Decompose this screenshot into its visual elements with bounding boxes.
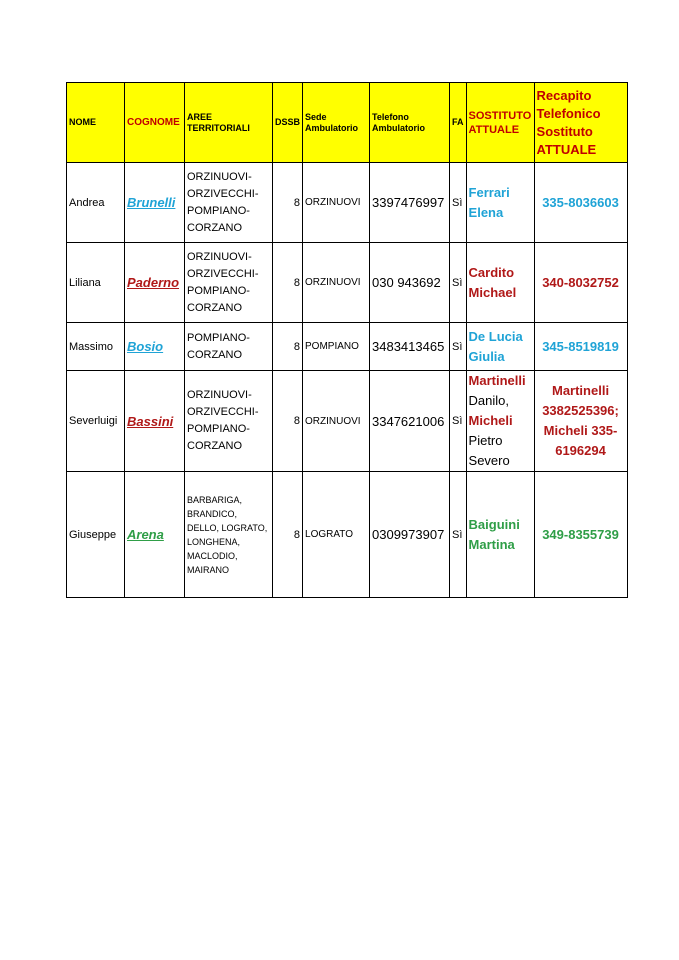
fa-cell: Sì [450, 243, 467, 323]
header-telefono: Telefono Ambulatorio [370, 83, 450, 163]
nome-cell: Giuseppe [67, 472, 125, 598]
telefono-cell: 3483413465 [370, 323, 450, 371]
table-row [67, 472, 628, 598]
cognome-link[interactable]: Bassini [125, 371, 185, 472]
dssb-cell: 8 [273, 243, 303, 323]
header-nome: NOME [67, 83, 125, 163]
sostituto-given-2: Pietro Severo [468, 433, 510, 468]
sede-cell: ORZINUOVI [303, 371, 370, 472]
cognome-link[interactable]: Brunelli [125, 163, 185, 243]
nome-cell: Andrea [67, 163, 125, 243]
sostituto-cell: Cardito Michael [466, 243, 534, 323]
sostituto-cell: Ferrari Elena [466, 163, 534, 243]
table-row [67, 243, 628, 323]
sede-cell: ORZINUOVI [303, 163, 370, 243]
dssb-cell: 8 [273, 371, 303, 472]
aree-cell: ORZINUOVI-ORZIVECCHI-POMPIANO-CORZANO [185, 243, 273, 323]
sede-cell: LOGRATO [303, 472, 370, 598]
sostituto-cell: De Lucia Giulia [466, 323, 534, 371]
fa-cell: Sì [450, 163, 467, 243]
nome-cell: Severluigi [67, 371, 125, 472]
table-row [67, 371, 628, 472]
sostituto-cell: Baiguini Martina [466, 472, 534, 598]
header-row [67, 83, 628, 163]
fa-cell: Sì [450, 472, 467, 598]
aree-cell: ORZINUOVI-ORZIVECCHI-POMPIANO-CORZANO [185, 163, 273, 243]
header-recapito: Recapito Telefonico Sostituto ATTUALE [534, 83, 627, 163]
recapito-cell: 345-8519819 [534, 323, 627, 371]
recapito-cell: 340-8032752 [534, 243, 627, 323]
sostituto-name-1: Martinelli [468, 373, 526, 388]
cognome-link[interactable]: Paderno [125, 243, 185, 323]
header-aree: AREE TERRITORIALI [185, 83, 273, 163]
telefono-cell: 3397476997 [370, 163, 450, 243]
aree-cell: BARBARIGA, BRANDICO, DELLO, LOGRATO, LONGHENA, MACLODIO, MAIRANO [185, 472, 273, 598]
telefono-cell: 0309973907 [370, 472, 450, 598]
fa-cell: Sì [450, 323, 467, 371]
recapito-cell: 335-8036603 [534, 163, 627, 243]
nome-cell: Massimo [67, 323, 125, 371]
header-dssb: DSSB [273, 83, 303, 163]
recapito-cell: 349-8355739 [534, 472, 627, 598]
recapito-cell: Martinelli 3382525396; Micheli 335-6196294 [534, 371, 627, 472]
telefono-cell: 3347621006 [370, 371, 450, 472]
header-fa: FA [450, 83, 467, 163]
table-row [67, 323, 628, 371]
aree-cell: ORZINUOVI-ORZIVECCHI-POMPIANO-CORZANO [185, 371, 273, 472]
telefono-cell: 030 943692 [370, 243, 450, 323]
sostituto-cell [466, 371, 534, 472]
sede-cell: ORZINUOVI [303, 243, 370, 323]
cognome-link[interactable]: Bosio [125, 323, 185, 371]
sostituto-given-1: Danilo, [468, 393, 509, 408]
header-sede: Sede Ambulatorio [303, 83, 370, 163]
header-sostituto: SOSTITUTO ATTUALE [466, 83, 534, 163]
sede-cell: POMPIANO [303, 323, 370, 371]
nome-cell: Liliana [67, 243, 125, 323]
table-row [67, 163, 628, 243]
aree-cell: POMPIANO-CORZANO [185, 323, 273, 371]
cognome-link[interactable]: Arena [125, 472, 185, 598]
fa-cell: Sì [450, 371, 467, 472]
substitutes-table [66, 82, 628, 598]
dssb-cell: 8 [273, 472, 303, 598]
dssb-cell: 8 [273, 163, 303, 243]
sostituto-name-2: Micheli [468, 413, 513, 428]
header-cognome: COGNOME [125, 83, 185, 163]
dssb-cell: 8 [273, 323, 303, 371]
